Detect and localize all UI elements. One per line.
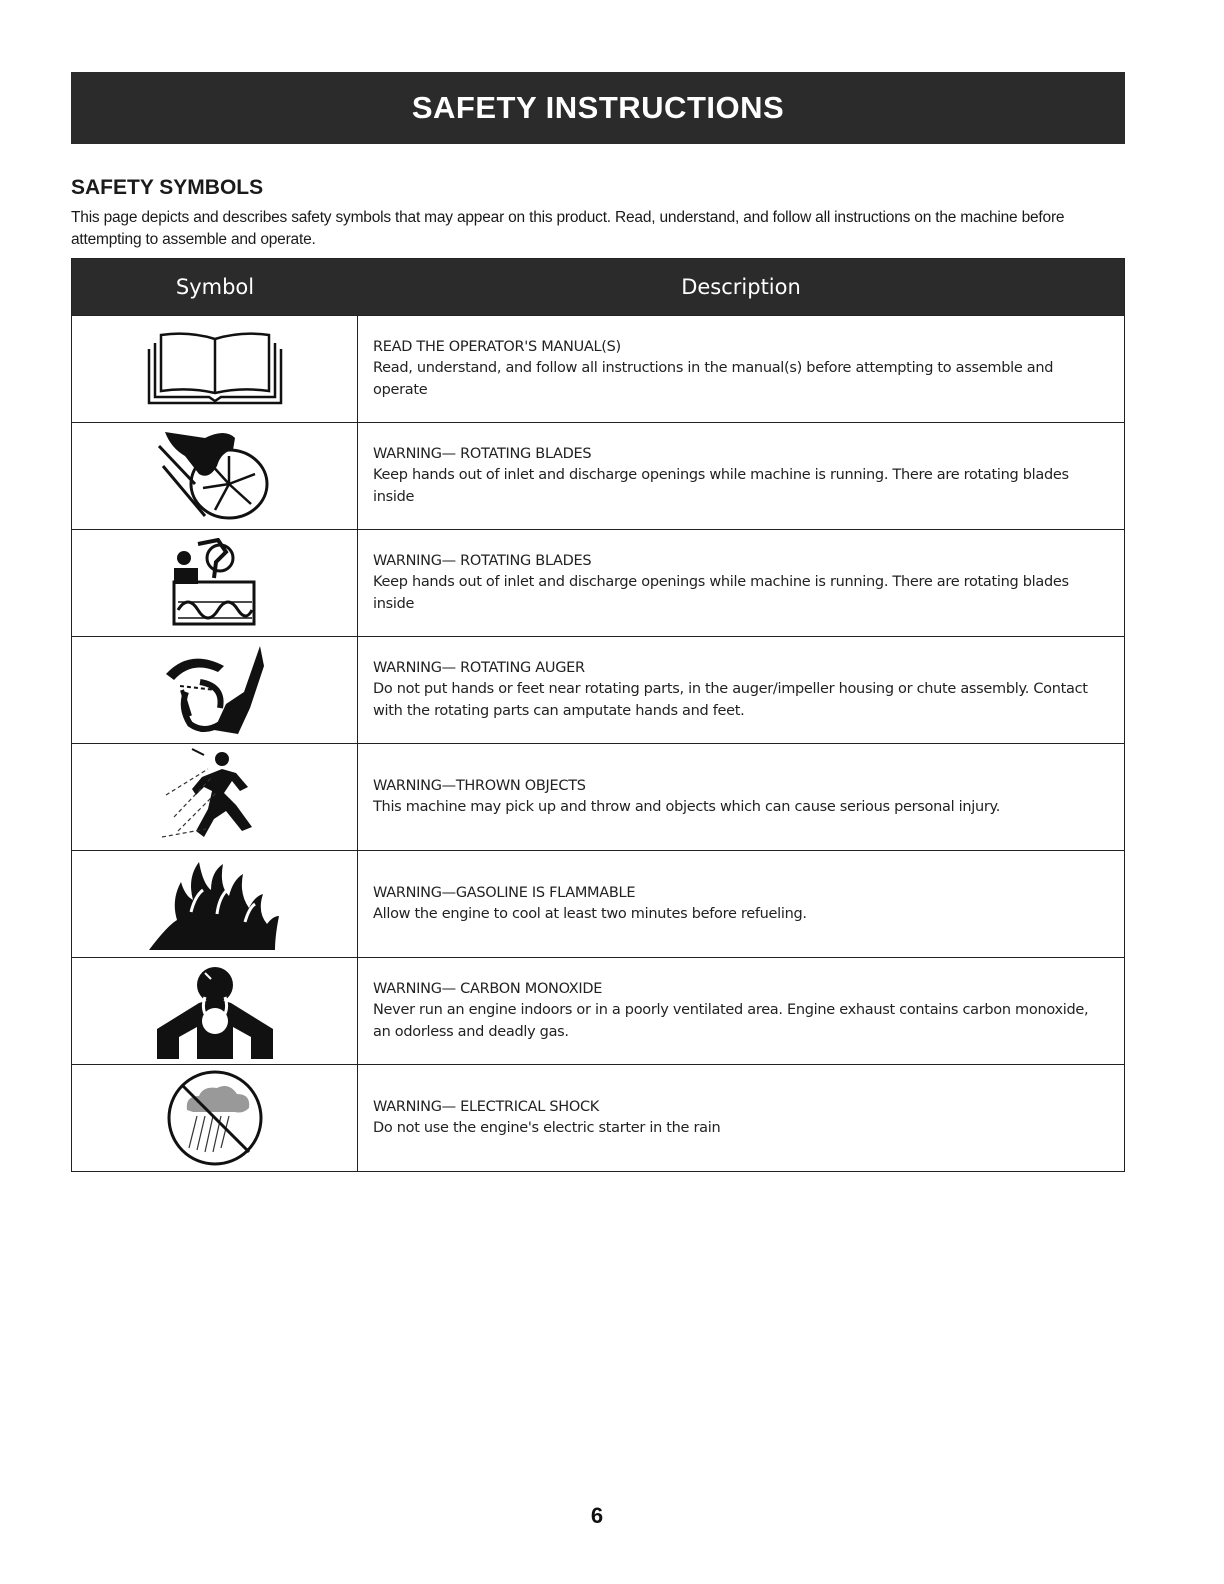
warning-text: Do not put hands or feet near rotating parts, in the auger/impeller housing or chute assembly. Contact with the rotating parts can amputate hands and feet. [373,681,1088,719]
symbol-column-header: Symbol [175,275,255,299]
warning-heading: WARNING— CARBON MONOXIDE [373,980,603,997]
section-title: SAFETY SYMBOLS [71,176,264,199]
warning-heading: WARNING— ELECTRICAL SHOCK [373,1098,599,1115]
description-cell [358,637,1124,743]
warning-text: Do not use the engine's electric starter in the rain [373,1120,721,1136]
operator-manual-icon [145,329,285,409]
thrown-objects-icon [160,747,270,847]
warning-heading: WARNING— ROTATING AUGER [373,659,585,676]
description-cell [358,316,1124,422]
symbol-cell [72,637,358,743]
warning-text: Read, understand, and follow all instructions in the manual(s) before attempting to assemble and operate [373,360,1054,398]
title-banner [71,72,1125,144]
table-row [72,422,1124,529]
rotating-blades-machine-icon [170,538,260,628]
table-row [72,636,1124,743]
description-cell [358,423,1124,529]
description-cell [358,744,1124,850]
intro-paragraph: This page depicts and describes safety symbols that may appear on this product. Read, understand, and follow all instructions on the machine before attempting to assemble and operate. [71,209,1065,248]
carbon-monoxide-icon [155,961,275,1061]
page-number: 6 [590,1503,604,1528]
description-cell [358,958,1124,1064]
warning-text: Allow the engine to cool at least two minutes before refueling. [373,906,807,922]
symbol-cell [72,530,358,636]
symbol-cell [72,851,358,957]
no-rain-electrical-shock-icon [163,1068,267,1168]
page-title: SAFETY INSTRUCTIONS [411,90,785,125]
symbol-cell [72,1065,358,1171]
table-row [72,850,1124,957]
warning-text: Keep hands out of inlet and discharge openings while machine is running. There are rotating blades inside [373,574,1069,612]
warning-text: Never run an engine indoors or in a poorly ventilated area. Engine exhaust contains carbon monoxide, an odorless and deadly gas. [373,1002,1089,1040]
table-row [72,1064,1124,1171]
symbol-cell [72,958,358,1064]
warning-heading: READ THE OPERATOR'S MANUAL(S) [373,338,621,355]
table-row [72,529,1124,636]
symbol-cell [72,423,358,529]
warning-heading: WARNING—THROWN OBJECTS [373,777,586,794]
warning-heading: WARNING— ROTATING BLADES [373,445,592,462]
symbol-cell [72,744,358,850]
warning-heading: WARNING— ROTATING BLADES [373,552,592,569]
description-cell [358,1065,1124,1171]
flammable-fire-icon [147,856,283,952]
table-row [72,957,1124,1064]
table-row [72,315,1124,422]
description-cell [358,530,1124,636]
symbol-cell [72,316,358,422]
warning-text: This machine may pick up and throw and objects which can cause serious personal injury. [373,799,1001,815]
table-header [72,259,1124,315]
warning-text: Keep hands out of inlet and discharge openings while machine is running. There are rotating blades inside [373,467,1069,505]
description-cell [358,851,1124,957]
warning-heading: WARNING—GASOLINE IS FLAMMABLE [373,884,636,901]
table-row [72,743,1124,850]
rotating-auger-icon [160,642,270,738]
rotating-blades-hand-icon [155,426,275,526]
safety-symbols-table [71,258,1125,1172]
description-column-header: Description [681,275,801,299]
